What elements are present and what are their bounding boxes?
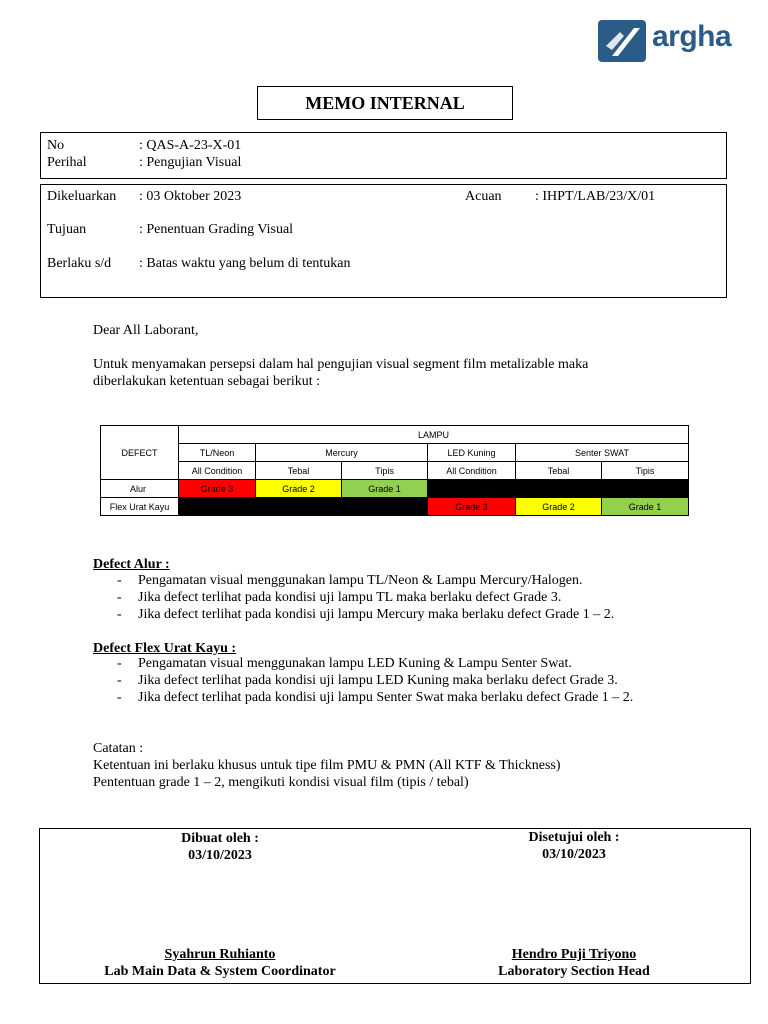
berlaku-label: Berlaku s/d [47,256,112,271]
tujuan-label: Tujuan [47,222,87,237]
defect-flex-list [93,655,733,706]
prepared-by-label: Dibuat oleh : [181,831,259,846]
approved-by-name: Hendro Puji Triyono [511,947,637,962]
list-item: - Pengamatan visual menggunakan lampu LED Kuning & Lampu Senter Swat. [93,655,733,672]
prepared-by-name: Syahrun Ruhianto [164,947,276,962]
berlaku-value: : Batas waktu yang belum di tentukan [139,256,351,271]
flex-row-label: Flex Urat Kayu [101,498,179,516]
list-item: - Jika defect terlihat pada kondisi uji lampu Senter Swat maka berlaku defect Grade 1 – 2. [93,689,733,706]
signature-box [39,828,751,984]
alur-row-label: Alur [101,480,179,498]
na-cell [179,498,428,516]
na-cell [428,480,689,498]
all-condition-header: All Condition [428,462,516,480]
tujuan-value: : Penentuan Grading Visual [139,222,294,237]
grade-cell: Grade 2 [256,480,342,498]
memo-header-box-1 [40,132,727,179]
argha-logo-text: argha [652,20,732,53]
defect-alur-heading: Defect Alur : [93,557,170,572]
catatan-line-2: Pententuan grade 1 – 2, mengikuti kondisi visual film (tipis / tebal) [93,775,469,790]
catatan-label: Catatan : [93,741,144,756]
led-kuning-header: LED Kuning [428,444,516,462]
defect-flex-heading: Defect Flex Urat Kayu : [93,641,237,656]
tebal-header: Tebal [516,462,602,480]
grading-table [100,425,689,516]
acuan-label: Acuan [465,189,502,204]
lampu-header: LAMPU [179,426,689,444]
list-item: - Jika defect terlihat pada kondisi uji lampu LED Kuning maka berlaku defect Grade 3. [93,672,733,689]
argha-logo-icon [596,16,648,66]
memo-title: MEMO INTERNAL [257,86,513,120]
acuan-value: : IHPT/LAB/23/X/01 [535,189,656,204]
tebal-header: Tebal [256,462,342,480]
prepared-date: 03/10/2023 [188,848,252,863]
memo-header-box-2 [40,184,727,298]
catatan-line-1: Ketentuan ini berlaku khusus untuk tipe film PMU & PMN (All KTF & Thickness) [93,758,561,773]
senter-swat-header: Senter SWAT [516,444,689,462]
defect-header: DEFECT [101,426,179,480]
list-item: - Jika defect terlihat pada kondisi uji lampu TL maka berlaku defect Grade 3. [93,589,693,606]
perihal-label: Perihal [47,155,87,170]
intro-line-1: Untuk menyamakan persepsi dalam hal pengujian visual segment film metalizable maka [93,357,589,372]
list-item: - Pengamatan visual menggunakan lampu TL/Neon & Lampu Mercury/Halogen. [93,572,693,589]
intro-line-2: diberlakukan ketentuan sebagai berikut : [93,374,321,389]
grade-cell: Grade 2 [516,498,602,516]
perihal-value: : Pengujian Visual [139,155,242,170]
no-label: No [47,138,65,153]
approved-by-role: Laboratory Section Head [498,964,650,979]
tipis-header: Tipis [602,462,689,480]
all-condition-header: All Condition [179,462,256,480]
mercury-header: Mercury [256,444,428,462]
dikeluarkan-label: Dikeluarkan [47,189,117,204]
dikeluarkan-value: : 03 Oktober 2023 [139,189,242,204]
prepared-by-role: Lab Main Data & System Coordinator [104,964,336,979]
greeting: Dear All Laborant, [93,323,199,338]
list-item: - Jika defect terlihat pada kondisi uji lampu Mercury maka berlaku defect Grade 1 – 2. [93,606,693,623]
defect-alur-list [93,572,693,623]
grade-cell: Grade 3 [428,498,516,516]
approved-date: 03/10/2023 [542,847,606,862]
grade-cell: Grade 1 [602,498,689,516]
no-value: : QAS-A-23-X-01 [139,138,242,153]
approved-by-label: Disetujui oleh : [528,830,620,845]
grade-cell: Grade 1 [342,480,428,498]
grade-cell: Grade 3 [179,480,256,498]
tipis-header: Tipis [342,462,428,480]
tl-neon-header: TL/Neon [179,444,256,462]
